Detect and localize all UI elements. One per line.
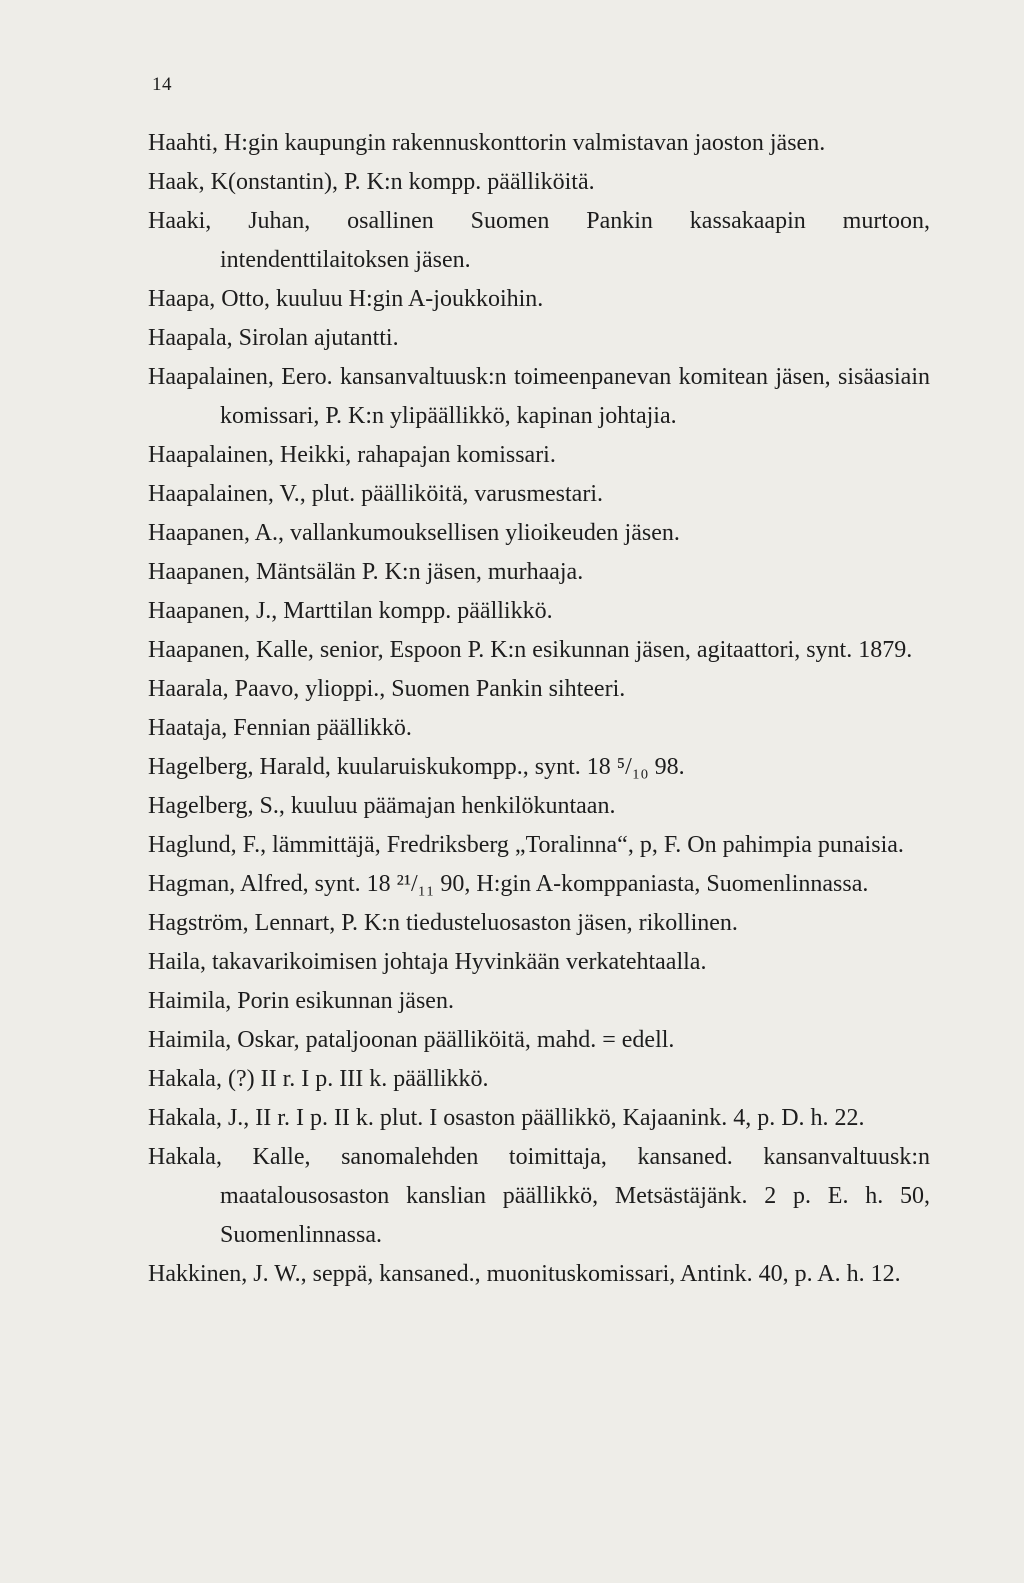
entry: Haapa, Otto, kuuluu H:gin A-joukkoihin. — [148, 286, 544, 312]
entry-list — [148, 124, 930, 1294]
entry: Haimila, Porin esikunnan jäsen. — [148, 988, 454, 1014]
entry: Haglund, F., lämmittäjä, Fredriksberg „Toralinna“, p, F. On pahimpia punaisia. — [148, 832, 904, 858]
entry: Haapalainen, Heikki, rahapajan komissari. — [148, 442, 556, 468]
entry: Hagelberg, S., kuuluu päämajan henkilökuntaan. — [148, 793, 616, 819]
entry: Haarala, Paavo, ylioppi., Suomen Pankin sihteeri. — [148, 676, 626, 702]
entry: Haaki, Juhan, osallinen Suomen Pankin kassakaapin murtoon, intendenttilaitoksen jäsen. — [148, 208, 930, 273]
entry: Hakala, (?) II r. I p. III k. päällikkö. — [148, 1066, 489, 1092]
entry: Hagström, Lennart, P. K:n tiedusteluosaston jäsen, rikollinen. — [148, 910, 738, 936]
entry: Haapanen, J., Marttilan kompp. päällikkö. — [148, 598, 553, 624]
entry: Hakala, J., II r. I p. II k. plut. I osaston päällikkö, Kajaanink. 4, p. D. h. 22. — [148, 1105, 865, 1131]
entry: Haataja, Fennian päällikkö. — [148, 715, 412, 741]
entry: Hakkinen, J. W., seppä, kansaned., muonituskomissari, Antink. 40, p. A. h. 12. — [148, 1261, 901, 1287]
entry: Haila, takavarikoimisen johtaja Hyvinkään verkatehtaalla. — [148, 949, 707, 975]
entry: Haahti, H:gin kaupungin rakennuskonttorin valmistavan jaoston jäsen. — [148, 130, 826, 156]
entry: Hagelberg, Harald, kuularuiskukompp., synt. 18 ⁵/₁₀ 98. — [148, 754, 685, 780]
entry: Hagman, Alfred, synt. 18 ²¹/₁₁ 90, H:gin A-komppaniasta, Suomenlinnassa. — [148, 871, 869, 897]
entry: Hakala, Kalle, sanomalehden toimittaja, kansaned. kansanvaltuusk:n maatalousosaston kanslian päällikkö, Metsästäjänk. 2 p. E. h. 50, Suomenlinnassa. — [148, 1144, 930, 1248]
entry: Haapalainen, Eero. kansanvaltuusk:n toimeenpanevan komitean jäsen, sisäasiain komissari, P. K:n ylipäällikkö, kapinan johtajia. — [148, 364, 930, 429]
entry: Haapanen, A., vallankumouksellisen ylioikeuden jäsen. — [148, 520, 680, 546]
entry: Haapanen, Kalle, senior, Espoon P. K:n esikunnan jäsen, agitaattori, synt. 1879. — [148, 637, 913, 663]
entry: Haapala, Sirolan ajutantti. — [148, 325, 399, 351]
entry: Haapalainen, V., plut. päälliköitä, varusmestari. — [148, 481, 603, 507]
entry: Haak, K(onstantin), P. K:n kompp. päälliköitä. — [148, 169, 595, 195]
entry: Haapanen, Mäntsälän P. K:n jäsen, murhaaja. — [148, 559, 584, 585]
entry: Haimila, Oskar, pataljoonan päälliköitä, mahd. = edell. — [148, 1027, 675, 1053]
page-number: 14 — [152, 74, 172, 95]
